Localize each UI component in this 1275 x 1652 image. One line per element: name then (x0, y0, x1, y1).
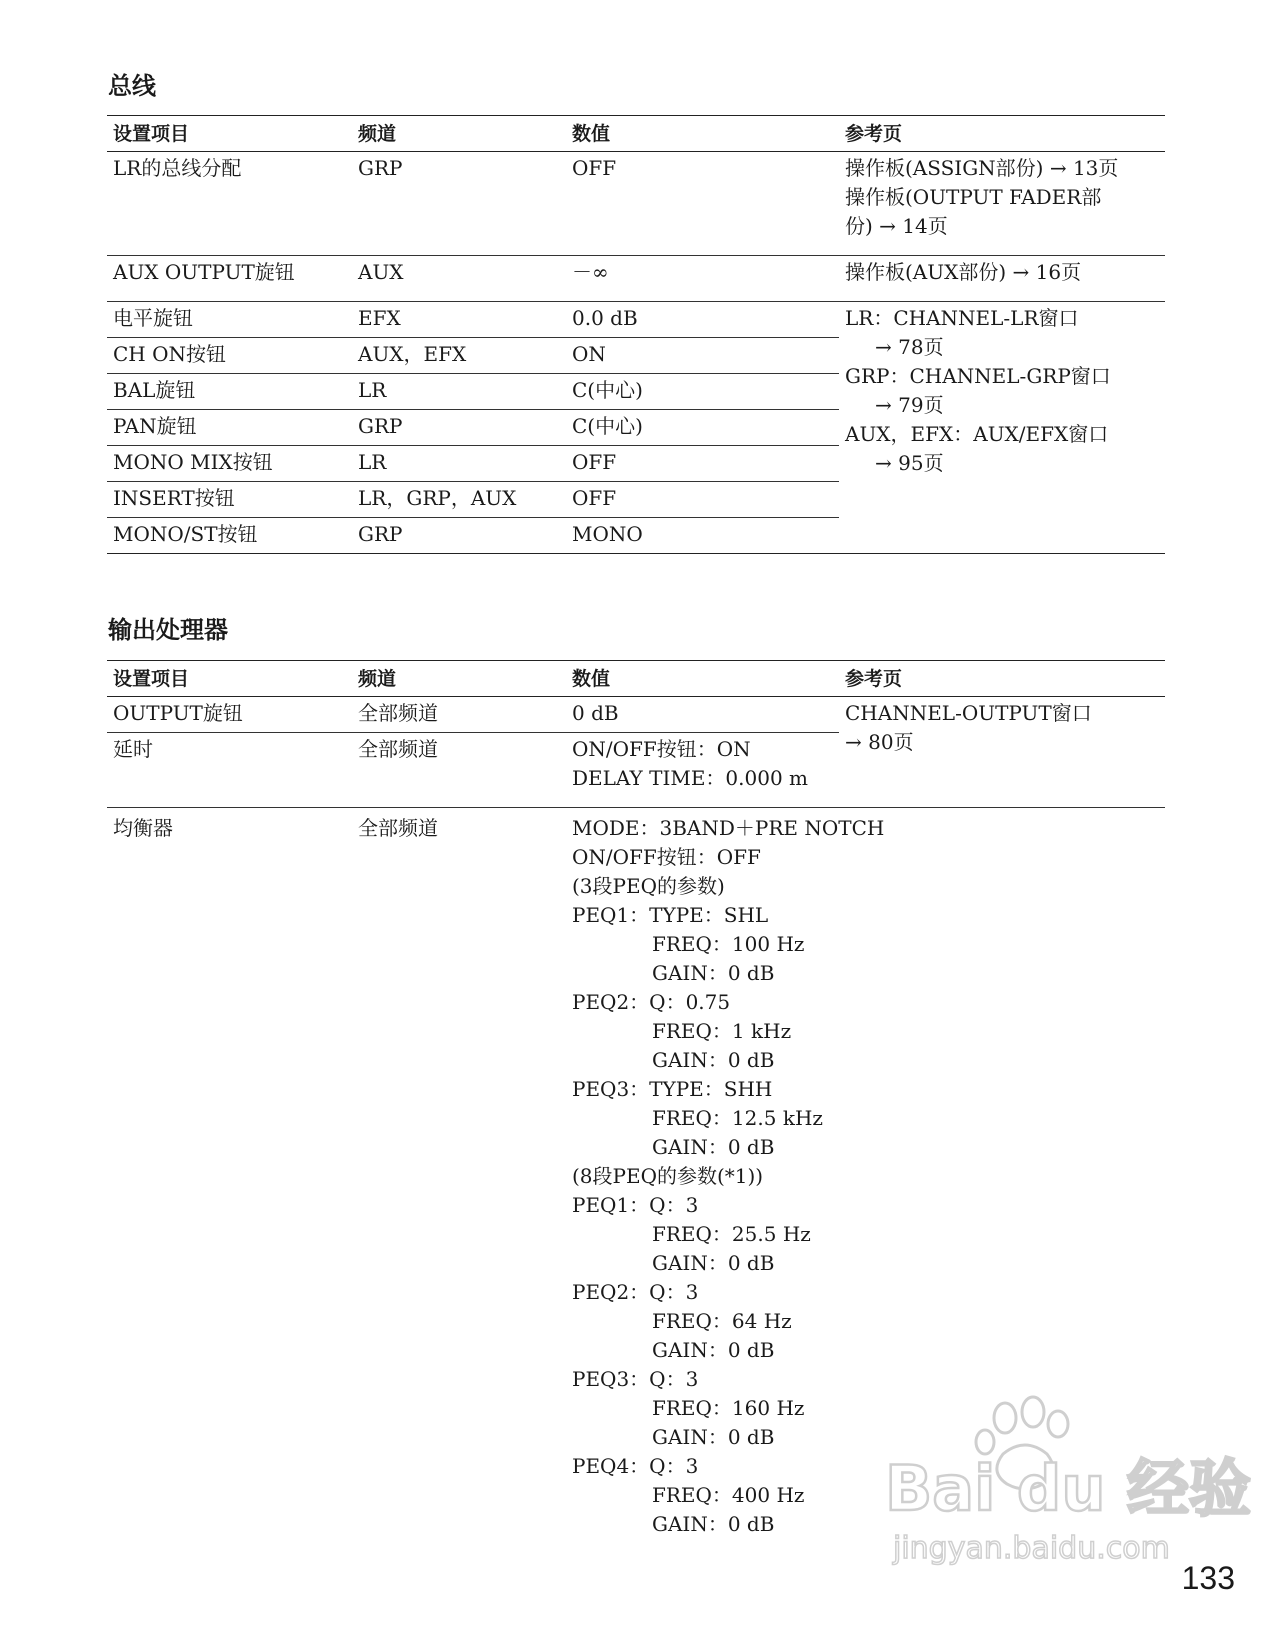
cell-item: 电平旋钮 (107, 302, 352, 338)
cell-item: MONO/ST按钮 (107, 518, 352, 554)
cell-ref (839, 152, 1165, 256)
bus-table (107, 115, 1165, 554)
cell-item: 延时 (107, 733, 352, 808)
cell-channel: GRP (352, 518, 566, 554)
ref-line: 操作板(ASSIGN部份) → 13页 (845, 156, 1119, 180)
ref-line: AUX，EFX：AUX/EFX窗口 (845, 422, 1109, 446)
value-line: ON/OFF按钮：ON (572, 737, 751, 761)
value-line: FREQ：100 Hz (652, 932, 805, 956)
cell-channel: AUX (352, 256, 566, 302)
cell-item: LR的总线分配 (107, 152, 352, 256)
ref-line: → 80页 (845, 730, 914, 754)
value-line: GAIN：0 dB (652, 1251, 775, 1275)
watermark-brand: Bai du 经验 (885, 1452, 1252, 1525)
value-line: FREQ：25.5 Hz (652, 1222, 811, 1246)
watermark-url: jingyan.baidu.com (893, 1531, 1170, 1566)
cell-item: AUX OUTPUT旋钮 (107, 256, 352, 302)
cell-channel: 全部频道 (352, 697, 566, 733)
cell-ref (839, 256, 1165, 302)
ref-line: → 95页 (875, 451, 944, 475)
cell-channel: 全部频道 (358, 816, 438, 840)
ref-line: → 78页 (875, 335, 944, 359)
cell-value: OFF (566, 152, 839, 256)
value-line: FREQ：64 Hz (652, 1309, 792, 1333)
cell-channel: GRP (352, 410, 566, 446)
ref-line: → 79页 (875, 393, 944, 417)
cell-value: OFF (566, 446, 839, 482)
section-title-output: 输出处理器 (108, 616, 228, 644)
value-line: GAIN：0 dB (652, 1338, 775, 1362)
cell-item: MONO MIX按钮 (107, 446, 352, 482)
header-value: 数值 (566, 661, 839, 697)
cell-channel: AUX，EFX (352, 338, 566, 374)
baidu-watermark-logo (885, 1390, 1252, 1570)
value-line: PEQ3：Q：3 (572, 1367, 699, 1391)
cell-channel: GRP (352, 152, 566, 256)
cell-channel: LR (352, 374, 566, 410)
cell-item: INSERT按钮 (107, 482, 352, 518)
cell-value: C(中心) (566, 410, 839, 446)
value-line: ON/OFF按钮：OFF (572, 845, 761, 869)
header-channel: 频道 (352, 116, 566, 152)
ref-line: 份) → 14页 (845, 214, 948, 238)
table-header (107, 116, 1165, 152)
header-item: 设置项目 (107, 661, 352, 697)
value-line: PEQ1：TYPE：SHL (572, 903, 769, 927)
value-line: PEQ2：Q：0.75 (572, 990, 731, 1014)
value-line: MODE：3BAND＋PRE NOTCH (572, 816, 885, 840)
cell-item: 均衡器 (113, 816, 173, 840)
cell-value: MONO (566, 518, 839, 554)
cell-channel: LR (352, 446, 566, 482)
header-ref: 参考页 (839, 116, 1165, 152)
value-line: GAIN：0 dB (652, 1048, 775, 1072)
value-line: GAIN：0 dB (652, 961, 775, 985)
cell-value: 0.0 dB (566, 302, 839, 338)
ref-line: CHANNEL-OUTPUT窗口 (845, 701, 1092, 725)
value-line: (3段PEQ的参数) (572, 874, 725, 898)
cell-channel: EFX (352, 302, 566, 338)
cell-channel: LR，GRP，AUX (352, 482, 566, 518)
value-line: DELAY TIME：0.000 m (572, 766, 809, 790)
cell-item: PAN旋钮 (107, 410, 352, 446)
value-line: PEQ2：Q：3 (572, 1280, 699, 1304)
ref-line: 操作板(AUX部份) → 16页 (845, 260, 1082, 284)
value-line: FREQ：1 kHz (652, 1019, 792, 1043)
value-line: FREQ：400 Hz (652, 1483, 805, 1507)
cell-value: C(中心) (566, 374, 839, 410)
value-line: GAIN：0 dB (652, 1512, 775, 1536)
cell-ref-shared (839, 697, 1165, 808)
cell-value: OFF (566, 482, 839, 518)
table-header (107, 661, 1165, 697)
value-line: (8段PEQ的参数(*1)) (572, 1164, 764, 1188)
cell-value: －∞ (566, 256, 839, 302)
ref-line: LR：CHANNEL-LR窗口 (845, 306, 1079, 330)
table-row (107, 697, 1165, 733)
value-line: PEQ4：Q：3 (572, 1454, 699, 1478)
header-value: 数值 (566, 116, 839, 152)
header-channel: 频道 (352, 661, 566, 697)
section-title-bus: 总线 (108, 72, 156, 100)
ref-line: 操作板(OUTPUT FADER部 (845, 185, 1102, 209)
table-row (107, 256, 1165, 302)
cell-channel: 全部频道 (352, 733, 566, 808)
value-line: PEQ1：Q：3 (572, 1193, 699, 1217)
header-ref: 参考页 (839, 661, 1165, 697)
cell-item: CH ON按钮 (107, 338, 352, 374)
cell-item: BAL旋钮 (107, 374, 352, 410)
value-line: GAIN：0 dB (652, 1135, 775, 1159)
ref-line: GRP：CHANNEL-GRP窗口 (845, 364, 1111, 388)
table-row (107, 152, 1165, 256)
value-line: FREQ：12.5 kHz (652, 1106, 823, 1130)
cell-value (566, 733, 839, 808)
value-line: GAIN：0 dB (652, 1425, 775, 1449)
cell-item: OUTPUT旋钮 (107, 697, 352, 733)
cell-ref-shared (839, 302, 1165, 554)
page-number: 133 (1181, 1560, 1235, 1596)
table-row (107, 302, 1165, 338)
value-line: FREQ：160 Hz (652, 1396, 805, 1420)
header-item: 设置项目 (107, 116, 352, 152)
value-line: PEQ3：TYPE：SHH (572, 1077, 773, 1101)
cell-value: 0 dB (566, 697, 839, 733)
cell-value: ON (566, 338, 839, 374)
